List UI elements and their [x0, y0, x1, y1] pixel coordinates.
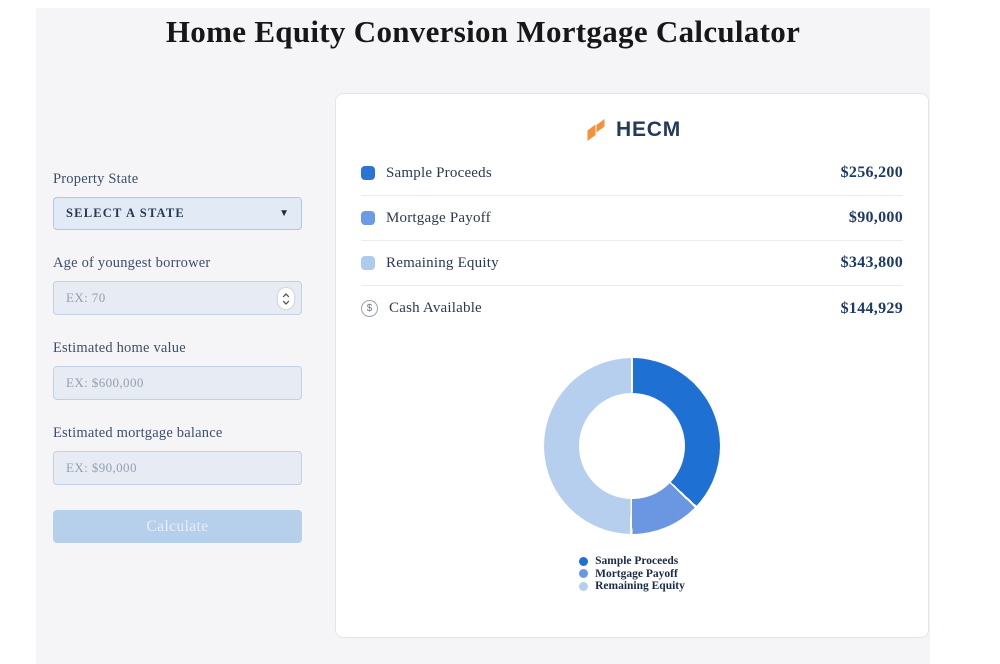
row-value: $144,929 [840, 299, 903, 317]
legend-item-mortgage-payoff [579, 568, 685, 581]
legend-item-remaining-equity [579, 580, 685, 593]
age-input[interactable] [53, 281, 302, 315]
summary-row-remaining-equity [361, 241, 903, 286]
row-value: $90,000 [848, 209, 903, 226]
legend-dot-icon [579, 557, 588, 566]
summary-row-mortgage-payoff [361, 196, 903, 241]
results-card [335, 93, 929, 638]
donut-chart [544, 358, 720, 534]
summary-list [361, 151, 903, 331]
home-value-field-wrap [53, 366, 302, 400]
mortgage-balance-field-wrap [53, 451, 302, 485]
remaining-equity-swatch-icon [361, 256, 375, 270]
legend-dot-icon [579, 582, 588, 591]
sample-proceeds-swatch-icon [361, 166, 375, 180]
summary-row-sample-proceeds [361, 151, 903, 196]
age-label: Age of youngest borrower [53, 255, 211, 271]
property-state-selected-value: SELECT A STATE [66, 206, 185, 220]
row-value: $256,200 [840, 164, 903, 181]
property-state-select[interactable] [53, 197, 302, 230]
calculate-button[interactable]: Calculate [53, 510, 302, 543]
mortgage-balance-label: Estimated mortgage balance [53, 425, 223, 441]
hecm-logo [361, 113, 903, 147]
legend-label: Remaining Equity [595, 580, 685, 592]
number-stepper[interactable] [278, 288, 294, 309]
row-label: Cash Available [389, 300, 482, 316]
row-label: Sample Proceeds [386, 164, 492, 181]
property-state-label: Property State [53, 171, 139, 187]
home-value-label: Estimated home value [53, 340, 186, 356]
legend-dot-icon [579, 569, 588, 578]
age-field-wrap [53, 281, 302, 315]
hecm-logo-text: HECM [615, 118, 682, 141]
summary-row-cash-available [361, 286, 903, 331]
legend-label: Sample Proceeds [595, 555, 679, 567]
chevron-down-icon: ▼ [279, 208, 289, 219]
legend-label: Mortgage Payoff [595, 567, 678, 580]
stepper-arrows-icon [282, 292, 290, 306]
calculator-panel [36, 8, 930, 664]
legend-item-sample-proceeds [579, 555, 685, 568]
mortgage-balance-input[interactable] [53, 451, 302, 485]
calculator-form [53, 171, 302, 543]
home-value-input[interactable] [53, 366, 302, 400]
mortgage-payoff-swatch-icon [361, 211, 375, 225]
hecm-logo-icon [583, 117, 609, 143]
row-value: $343,800 [840, 254, 903, 271]
row-label: Mortgage Payoff [386, 209, 491, 226]
page-title: Home Equity Conversion Mortgage Calculator [165, 14, 801, 49]
chart-legend [579, 555, 685, 593]
dollar-circle-icon: $ [361, 300, 378, 317]
row-label: Remaining Equity [386, 254, 499, 271]
